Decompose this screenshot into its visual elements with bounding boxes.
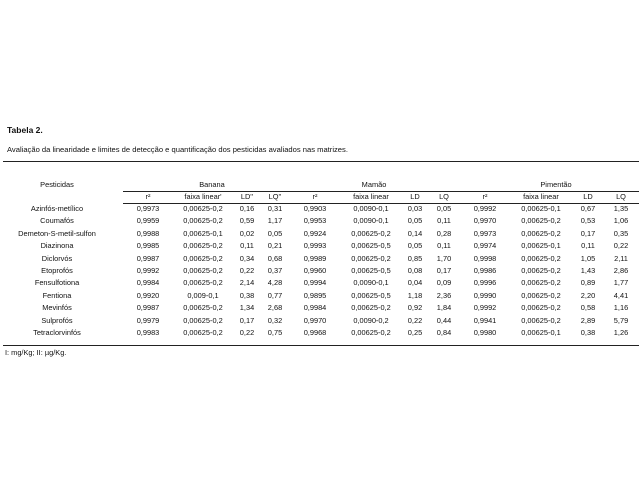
value-cell: 1,16 xyxy=(613,303,629,313)
value-cell: 0,9996 xyxy=(473,278,497,288)
value-cell: 0,17 xyxy=(239,315,255,325)
pesticide-name-cell: Fentiona xyxy=(42,290,72,300)
value-cell: 0,44 xyxy=(436,315,452,325)
value-cell: 1,34 xyxy=(239,303,255,313)
header-subcol: LQ xyxy=(616,192,626,201)
value-cell: 0,00625-0,2 xyxy=(183,315,223,325)
value-cell: 0,9986 xyxy=(473,266,497,275)
value-cell: 1,26 xyxy=(613,328,629,337)
value-cell: 1,43 xyxy=(580,266,596,275)
value-cell: 0,08 xyxy=(407,266,423,275)
value-cell: 0,9984 xyxy=(136,278,160,288)
value-cell: 4,28 xyxy=(267,278,283,288)
value-cell: 0,9970 xyxy=(303,315,327,325)
header-subcol: LQ xyxy=(439,192,449,201)
value-cell: 0,00625-0,2 xyxy=(183,253,223,263)
value-cell: 1,17 xyxy=(267,216,283,226)
value-cell: 0,28 xyxy=(436,228,452,238)
value-cell: 0,9989 xyxy=(303,253,327,263)
value-cell: 0,00625-0,2 xyxy=(183,328,223,337)
value-cell: 0,00625-0,5 xyxy=(351,266,391,275)
header-subcol: faixa linear xyxy=(353,192,389,201)
value-cell: 0,9987 xyxy=(136,303,160,313)
table-row xyxy=(3,291,639,301)
value-cell: 0,32 xyxy=(267,315,283,325)
table-row xyxy=(3,328,639,338)
value-cell: 0,00625-0,2 xyxy=(183,278,223,288)
header-subcol: LD xyxy=(410,192,420,201)
value-cell: 0,22 xyxy=(613,241,629,251)
value-cell: 0,00625-0,2 xyxy=(521,216,561,226)
value-cell: 0,009-0,1 xyxy=(187,290,219,300)
value-cell: 0,16 xyxy=(239,204,255,213)
value-cell: 0,38 xyxy=(580,328,596,337)
value-cell: 0,00625-0,2 xyxy=(351,228,391,238)
value-cell: 0,0090-0,1 xyxy=(353,204,389,213)
value-cell: 0,00625-0,2 xyxy=(521,253,561,263)
value-cell: 0,9987 xyxy=(136,253,160,263)
table-row xyxy=(3,254,639,264)
value-cell: 0,05 xyxy=(407,241,423,251)
value-cell: 0,11 xyxy=(437,216,451,226)
value-cell: 0,03 xyxy=(407,204,423,213)
value-cell: 2,68 xyxy=(267,303,283,313)
value-cell: 0,00625-0,2 xyxy=(521,228,561,238)
value-cell: 0,00625-0,5 xyxy=(351,290,391,300)
value-cell: 0,00625-0,2 xyxy=(183,266,223,275)
value-cell: 0,9994 xyxy=(303,278,327,288)
header-subcol: r² xyxy=(145,192,151,201)
table-row xyxy=(3,278,639,288)
table-bottom-rule xyxy=(3,345,639,346)
pesticide-name-cell: Diclorvós xyxy=(41,253,73,263)
value-cell: 0,9973 xyxy=(136,204,160,213)
value-cell: 0,0090-0,1 xyxy=(353,216,389,226)
value-cell: 0,9988 xyxy=(136,228,160,238)
value-cell: 0,21 xyxy=(267,241,283,251)
value-cell: 0,02 xyxy=(239,228,255,238)
table-row xyxy=(3,316,639,326)
header-subcol: LD'' xyxy=(240,192,254,201)
value-cell: 0,9980 xyxy=(473,328,497,337)
value-cell: 0,67 xyxy=(580,204,596,213)
value-cell: 0,92 xyxy=(407,303,423,313)
value-cell: 0,9974 xyxy=(473,241,497,251)
value-cell: 0,9953 xyxy=(303,216,327,226)
value-cell: 0,9984 xyxy=(303,303,327,313)
value-cell: 0,89 xyxy=(580,278,596,288)
table-row xyxy=(3,266,639,276)
value-cell: 0,9903 xyxy=(303,204,327,213)
value-cell: 0,11 xyxy=(437,241,451,251)
pesticide-name-cell: Azinfós-metílico xyxy=(30,204,84,213)
header-group-banana: Banana xyxy=(199,180,225,189)
value-cell: 2,36 xyxy=(436,290,452,300)
value-cell: 0,00625-0,2 xyxy=(351,303,391,313)
table-title: Tabela 2. xyxy=(7,125,43,135)
value-cell: 0,9979 xyxy=(136,315,160,325)
pesticide-name-cell: Fensulfotiona xyxy=(34,278,80,288)
header-subcol: LD xyxy=(583,192,593,201)
value-cell: 0,05 xyxy=(267,228,283,238)
value-cell: 0,9992 xyxy=(473,204,497,213)
value-cell: 0,9941 xyxy=(473,315,497,325)
value-cell: 0,09 xyxy=(436,278,452,288)
value-cell: 0,00625-0,2 xyxy=(351,328,391,337)
value-cell: 0,58 xyxy=(580,303,596,313)
value-cell: 2,86 xyxy=(613,266,629,275)
table-row xyxy=(3,303,639,313)
value-cell: 0,59 xyxy=(239,216,255,226)
table-row xyxy=(3,204,639,214)
value-cell: 0,9983 xyxy=(136,328,160,337)
value-cell: 0,31 xyxy=(267,204,283,213)
value-cell: 0,00625-0,2 xyxy=(521,278,561,288)
value-cell: 0,17 xyxy=(436,266,452,275)
value-cell: 0,37 xyxy=(267,266,283,275)
value-cell: 0,00625-0,1 xyxy=(521,241,561,251)
value-cell: 0,05 xyxy=(407,216,423,226)
value-cell: 0,11 xyxy=(581,241,595,251)
header-subcol-row xyxy=(3,192,639,202)
value-cell: 0,68 xyxy=(267,253,283,263)
value-cell: 0,22 xyxy=(239,328,255,337)
value-cell: 1,35 xyxy=(613,204,629,213)
value-cell: 0,9992 xyxy=(473,303,497,313)
value-cell: 0,04 xyxy=(407,278,423,288)
pesticide-name-cell: Tetraclorvinfós xyxy=(33,328,81,337)
header-pesticides: Pesticidas xyxy=(40,180,74,189)
value-cell: 0,00625-0,5 xyxy=(351,241,391,251)
value-cell: 0,25 xyxy=(407,328,423,337)
pesticide-name-cell: Mevinfós xyxy=(42,303,72,313)
value-cell: 0,14 xyxy=(407,228,423,238)
header-group-pimentao: Pimentão xyxy=(540,180,572,189)
table-row xyxy=(3,216,639,226)
value-cell: 0,84 xyxy=(436,328,452,337)
value-cell: 1,70 xyxy=(436,253,452,263)
value-cell: 0,11 xyxy=(240,241,254,251)
pesticide-name-cell: Etoprofós xyxy=(41,266,73,275)
value-cell: 0,17 xyxy=(580,228,596,238)
value-cell: 0,77 xyxy=(267,290,283,300)
value-cell: 0,34 xyxy=(239,253,255,263)
value-cell: 0,22 xyxy=(239,266,255,275)
value-cell: 0,9973 xyxy=(473,228,497,238)
value-cell: 0,9993 xyxy=(303,241,327,251)
value-cell: 0,22 xyxy=(407,315,423,325)
pesticide-name-cell: Diazinona xyxy=(40,241,74,251)
value-cell: 0,00625-0,2 xyxy=(183,303,223,313)
value-cell: 0,00625-0,2 xyxy=(521,266,561,275)
value-cell: 0,00625-0,2 xyxy=(351,253,391,263)
value-cell: 0,9998 xyxy=(473,253,497,263)
value-cell: 0,00625-0,2 xyxy=(183,241,223,251)
value-cell: 0,00625-0,2 xyxy=(183,216,223,226)
value-cell: 0,00625-0,1 xyxy=(521,204,561,213)
header-subcol: LQ'' xyxy=(268,192,282,201)
value-cell: 2,14 xyxy=(239,278,255,288)
table-footnote: I: mg/Kg; II: µg/Kg. xyxy=(5,348,67,357)
value-cell: 0,9959 xyxy=(136,216,160,226)
table-row xyxy=(3,241,639,251)
table-row xyxy=(3,229,639,239)
value-cell: 0,00625-0,1 xyxy=(183,228,223,238)
pesticide-name-cell: Coumafós xyxy=(40,216,74,226)
data-table xyxy=(3,161,639,337)
value-cell: 0,00625-0,2 xyxy=(521,303,561,313)
pesticide-name-cell: Demeton-S-metil-sulfon xyxy=(18,228,96,238)
header-group-mamao: Mamão xyxy=(361,180,387,189)
value-cell: 0,0090-0,1 xyxy=(353,278,389,288)
value-cell: 0,00625-0,2 xyxy=(521,290,561,300)
value-cell: 1,84 xyxy=(436,303,452,313)
value-cell: 0,00625-0,1 xyxy=(521,328,561,337)
value-cell: 0,00625-0,2 xyxy=(521,315,561,325)
value-cell: 0,9924 xyxy=(303,228,327,238)
value-cell: 0,9985 xyxy=(136,241,160,251)
value-cell: 0,00625-0,2 xyxy=(183,204,223,213)
value-cell: 0,35 xyxy=(613,228,629,238)
value-cell: 0,9960 xyxy=(303,266,327,275)
header-subcol: faixa linear xyxy=(523,192,559,201)
header-group-row xyxy=(3,180,639,190)
value-cell: 0,9968 xyxy=(303,328,327,337)
pesticide-name-cell: Sulprofós xyxy=(41,315,73,325)
value-cell: 0,9992 xyxy=(136,266,160,275)
header-subcol: r² xyxy=(482,192,488,201)
value-cell: 0,9920 xyxy=(136,290,160,300)
value-cell: 0,75 xyxy=(267,328,283,337)
value-cell: 5,79 xyxy=(613,315,629,325)
value-cell: 0,9895 xyxy=(303,290,327,300)
table-caption: Avaliação da linearidade e limites de detecção e quantificação dos pesticidas avaliados nas matrizes. xyxy=(7,145,348,154)
value-cell: 2,20 xyxy=(580,290,596,300)
value-cell: 2,11 xyxy=(614,253,628,263)
header-subcol: r² xyxy=(312,192,318,201)
header-subcol: faixa linear' xyxy=(184,192,222,201)
value-cell: 0,9990 xyxy=(473,290,497,300)
value-cell: 1,18 xyxy=(407,290,423,300)
value-cell: 2,89 xyxy=(580,315,596,325)
value-cell: 1,77 xyxy=(613,278,629,288)
value-cell: 0,38 xyxy=(239,290,255,300)
value-cell: 0,85 xyxy=(407,253,423,263)
value-cell: 0,53 xyxy=(580,216,596,226)
value-cell: 0,0090-0,2 xyxy=(353,315,389,325)
value-cell: 0,05 xyxy=(436,204,452,213)
value-cell: 1,05 xyxy=(580,253,596,263)
value-cell: 4,41 xyxy=(613,290,629,300)
value-cell: 1,06 xyxy=(613,216,629,226)
value-cell: 0,9970 xyxy=(473,216,497,226)
